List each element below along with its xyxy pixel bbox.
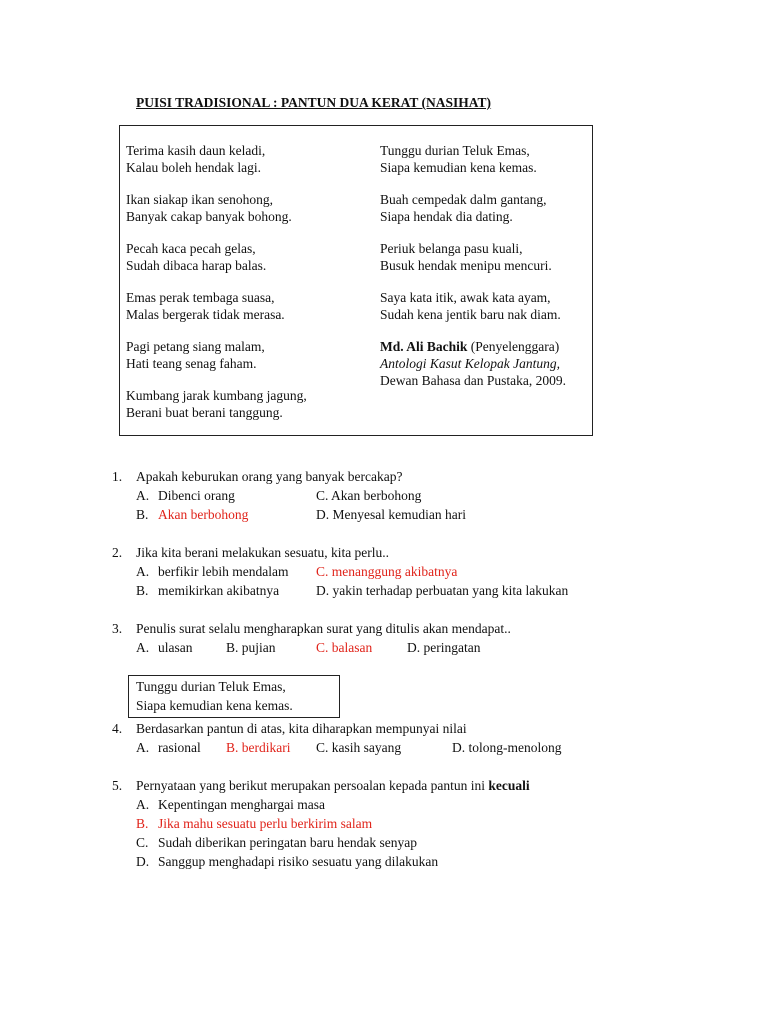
option-1a[interactable] bbox=[136, 487, 235, 504]
option-2c[interactable] bbox=[316, 563, 457, 580]
credit-book: Antologi Kasut Kelopak Jantung, bbox=[380, 356, 560, 371]
option-5d[interactable] bbox=[136, 853, 438, 870]
option-letter: B. bbox=[226, 740, 239, 755]
question-text: Apakah keburukan orang yang banyak bercakap? bbox=[136, 469, 403, 484]
question-4 bbox=[112, 720, 467, 737]
option-letter: B. bbox=[136, 816, 149, 831]
option-3a[interactable] bbox=[136, 639, 193, 656]
stanza bbox=[126, 387, 307, 421]
verse-line: Sudah kena jentik baru nak diam. bbox=[380, 307, 561, 322]
quoted-pantun-box bbox=[128, 675, 340, 718]
option-text: Sudah diberikan peringatan baru hendak senyap bbox=[158, 835, 418, 850]
stanza bbox=[380, 191, 566, 225]
option-text: Sanggup menghadapi risiko sesuatu yang dilakukan bbox=[158, 854, 439, 869]
verse-line: Tunggu durian Teluk Emas, bbox=[136, 679, 286, 694]
verse-line: Kalau boleh hendak lagi. bbox=[126, 160, 261, 175]
option-letter: D. bbox=[136, 854, 150, 869]
poem-column-right bbox=[380, 142, 566, 389]
verse-line: Terima kasih daun keladi, bbox=[126, 143, 266, 158]
verse-line: Kumbang jarak kumbang jagung, bbox=[126, 388, 307, 403]
question-5 bbox=[112, 777, 530, 794]
question-number: 2. bbox=[112, 545, 123, 560]
question-number: 4. bbox=[112, 721, 123, 736]
option-1b[interactable] bbox=[136, 506, 248, 523]
credit-author: Md. Ali Bachik bbox=[380, 339, 468, 354]
question-emphasis: kecuali bbox=[488, 778, 530, 793]
poem-box bbox=[119, 125, 593, 436]
option-letter: B. bbox=[136, 507, 149, 522]
stanza bbox=[126, 142, 307, 176]
verse-line: Saya kata itik, awak kata ayam, bbox=[380, 290, 551, 305]
option-text: Kepentingan menghargai masa bbox=[158, 797, 325, 812]
option-3b[interactable] bbox=[226, 639, 276, 656]
question-text: Berdasarkan pantun di atas, kita diharapkan mempunyai nilai bbox=[136, 721, 467, 736]
verse-line: Banyak cakap banyak bohong. bbox=[126, 209, 292, 224]
credit-role: (Penyelenggara) bbox=[467, 339, 560, 354]
verse-line: Malas bergerak tidak merasa. bbox=[126, 307, 285, 322]
verse-line: Sudah dibaca harap balas. bbox=[126, 258, 267, 273]
question-3 bbox=[112, 620, 511, 637]
stanza bbox=[380, 240, 566, 274]
verse-line: Siapa kemudian kena kemas. bbox=[380, 160, 537, 175]
verse-line: Tunggu durian Teluk Emas, bbox=[380, 143, 530, 158]
option-letter: C. bbox=[316, 740, 329, 755]
option-5a[interactable] bbox=[136, 796, 325, 813]
verse-line: Hati teang senag faham. bbox=[126, 356, 257, 371]
option-letter: A. bbox=[136, 488, 150, 503]
option-letter: C. bbox=[136, 835, 149, 850]
option-text: Akan berbohong bbox=[331, 488, 422, 503]
option-text: yakin terhadap perbuatan yang kita lakukan bbox=[332, 583, 569, 598]
option-3c[interactable] bbox=[316, 639, 372, 656]
option-letter: C. bbox=[316, 640, 329, 655]
option-text: berfikir lebih mendalam bbox=[158, 564, 289, 579]
correct-answer-text: menanggung akibatnya bbox=[331, 564, 458, 579]
option-letter: D. bbox=[316, 507, 330, 522]
verse-line: Siapa kemudian kena kemas. bbox=[136, 698, 293, 713]
question-number: 5. bbox=[112, 778, 123, 793]
question-number: 1. bbox=[112, 469, 123, 484]
question-2 bbox=[112, 544, 389, 561]
option-text: kasih sayang bbox=[331, 740, 402, 755]
option-4d[interactable] bbox=[452, 739, 562, 756]
option-letter: C. bbox=[316, 564, 329, 579]
verse-line: Periuk belanga pasu kuali, bbox=[380, 241, 523, 256]
option-letter: D. bbox=[407, 640, 421, 655]
option-4b[interactable] bbox=[226, 739, 291, 756]
option-text: peringatan bbox=[423, 640, 481, 655]
stanza bbox=[126, 191, 307, 225]
option-text: Menyesal kemudian hari bbox=[332, 507, 466, 522]
poem-credit bbox=[380, 338, 566, 389]
verse-line: Pagi petang siang malam, bbox=[126, 339, 265, 354]
verse-line: Ikan siakap ikan senohong, bbox=[126, 192, 273, 207]
verse-line: Siapa hendak dia dating. bbox=[380, 209, 513, 224]
option-2b[interactable] bbox=[136, 582, 279, 599]
option-5c[interactable] bbox=[136, 834, 417, 851]
correct-answer-text: Akan berbohong bbox=[158, 507, 249, 522]
stanza bbox=[126, 289, 307, 323]
page-title: PUISI TRADISIONAL : PANTUN DUA KERAT (NASIHAT) bbox=[136, 95, 492, 110]
option-letter: A. bbox=[136, 564, 150, 579]
option-2a[interactable] bbox=[136, 563, 288, 580]
question-text: Jika kita berani melakukan sesuatu, kita perlu.. bbox=[136, 545, 390, 560]
option-letter: A. bbox=[136, 640, 150, 655]
stanza bbox=[380, 142, 566, 176]
verse-line: Buah cempedak dalm gantang, bbox=[380, 192, 547, 207]
option-text: tolong-menolong bbox=[468, 740, 562, 755]
option-4c[interactable] bbox=[316, 739, 401, 756]
verse-line: Berani buat berani tanggung. bbox=[126, 405, 283, 420]
option-letter: A. bbox=[136, 797, 150, 812]
option-text: pujian bbox=[241, 640, 276, 655]
option-letter: C. bbox=[316, 488, 329, 503]
option-letter: D. bbox=[316, 583, 330, 598]
stanza bbox=[126, 338, 307, 372]
question-text: Pernyataan yang berikut merupakan persoalan kepada pantun ini bbox=[136, 778, 489, 793]
poem-column-left bbox=[126, 142, 307, 436]
verse-line: Busuk hendak menipu mencuri. bbox=[380, 258, 552, 273]
credit-publisher: Dewan Bahasa dan Pustaka, 2009. bbox=[380, 373, 566, 388]
correct-answer-text: berdikari bbox=[241, 740, 291, 755]
verse-line: Emas perak tembaga suasa, bbox=[126, 290, 275, 305]
question-1 bbox=[112, 468, 403, 485]
option-5b[interactable] bbox=[136, 815, 372, 832]
option-letter: D. bbox=[452, 740, 466, 755]
verse-line: Pecah kaca pecah gelas, bbox=[126, 241, 256, 256]
option-letter: A. bbox=[136, 740, 150, 755]
stanza bbox=[126, 240, 307, 274]
stanza bbox=[380, 289, 566, 323]
option-text: rasional bbox=[158, 740, 201, 755]
correct-answer-text: balasan bbox=[331, 640, 373, 655]
question-number: 3. bbox=[112, 621, 123, 636]
option-1d[interactable] bbox=[316, 506, 466, 523]
option-2d[interactable] bbox=[316, 582, 568, 599]
option-letter: B. bbox=[226, 640, 239, 655]
option-text: memikirkan akibatnya bbox=[158, 583, 280, 598]
option-1c[interactable] bbox=[316, 487, 421, 504]
option-text: ulasan bbox=[158, 640, 193, 655]
option-letter: B. bbox=[136, 583, 149, 598]
option-3d[interactable] bbox=[407, 639, 480, 656]
option-4a[interactable] bbox=[136, 739, 201, 756]
option-text: Dibenci orang bbox=[158, 488, 235, 503]
question-text: Penulis surat selalu mengharapkan surat yang ditulis akan mendapat.. bbox=[136, 621, 511, 636]
correct-answer-text: Jika mahu sesuatu perlu berkirim salam bbox=[158, 816, 373, 831]
